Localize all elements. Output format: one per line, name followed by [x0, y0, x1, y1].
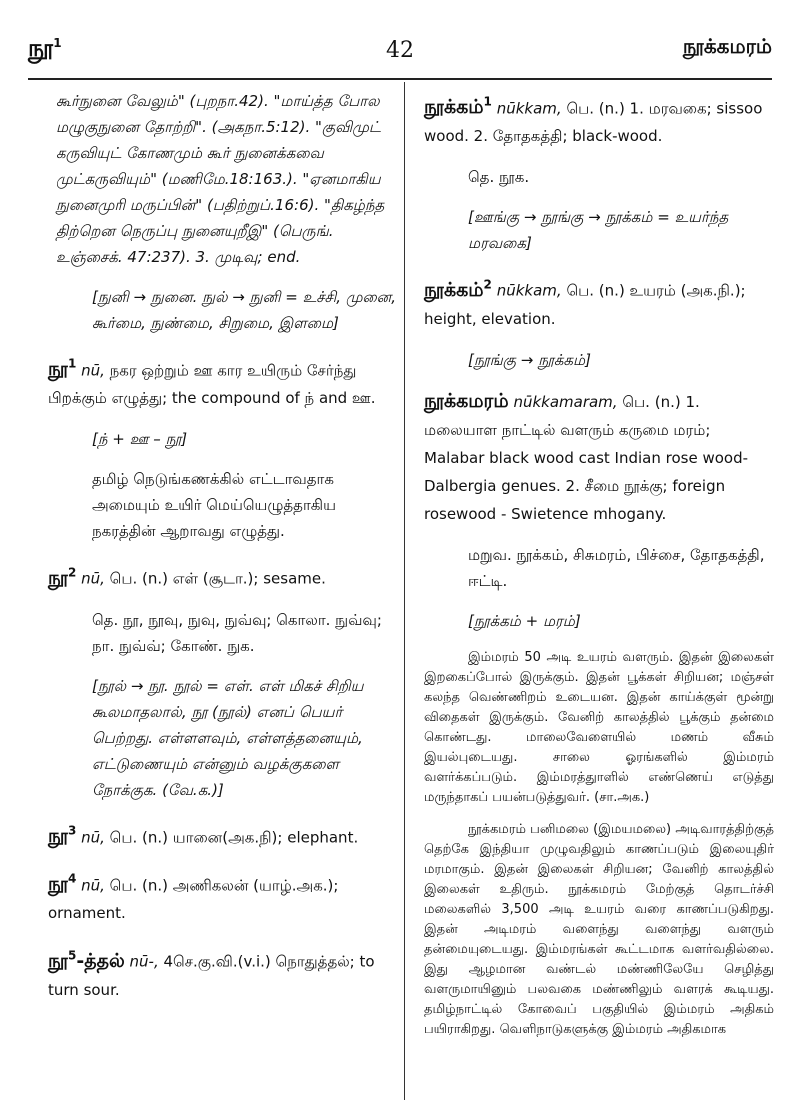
left-running-headword: நூ$^1$ [28, 34, 62, 62]
entry-nukkam-1-cognate: தெ. நூக. [468, 168, 530, 187]
entry-nukkam-1 [424, 88, 774, 150]
transliteration: nū, [81, 361, 105, 380]
entry-nu-2-etymology: [நூல் → நூ. நூல் = எள். எள் மிகச் சிறிய கூலமாதலால், நூ (நூல்) எனப் பெயர் பெற்றது. எள்ளளவும், எள்ளத்தனையும், எட்டுணையும் என்னும் வழக்குகளை நோக்குக. (வே.க.)] [92, 676, 364, 799]
headword: நூ$^1$ [48, 357, 77, 381]
entry-nukkamaram-synonyms: மறுவ. நூக்கம், சிசுமரம், பிச்சை, தோதகத்தி, ஈட்டி. [468, 545, 765, 590]
transliteration: nūkkam, [496, 99, 562, 118]
page-number: 42 [386, 38, 414, 63]
description-paragraph-1: இம்மரம் 50 அடி உயரம் வளரும். இதன் இலைகள் இறகைப்போல் இருக்கும். இதன் பூக்கள் சிறியன; மஞ்சள் கலந்த வெண்ணிறம் உடையன. இதன் காய்க்குள் மூன்று விதைகள் இருக்கும். வேனிற் காலத்தில் பூக்கும் தன்மை கொண்டது. மாலைவேளையில் மணம் வீசும் இயல்புடையது. சாலை ஓரங்களில் இம்மரம் வளர்க்கப்படும். இம்மரத்துாளில் எண்ணெய் எடுத்து மருந்தாகப் பயன்படுத்துவர். (சா.அக.) [424, 649, 774, 805]
headword: நூ$^2$ [48, 565, 77, 589]
definition: பெ. (n.) 1. மலையாள நாட்டில் வளரும் கருமை மரம்; Malabar black wood cast Indian rose wood-Dalbergia genues. 2. சீமை நூக்கு; foreign rosewood - Swietence mhogany. [424, 392, 749, 523]
continued-etymology: [நுனி → நுனை. நுல் → நுனி = உச்சி, முனை, கூர்மை, நுண்மை, சிறுமை, இளமை] [92, 288, 396, 332]
entry-nukkam-1-etymology: [ஊங்கு → நூங்கு → நூக்கம் = உயர்ந்த மரவகை] [468, 208, 729, 253]
definition: பெ. (n.) அணிகலன் (யாழ்.அக.); ornament. [48, 876, 339, 923]
definition: பெ. (n.) எள் (சூடா.); sesame. [109, 569, 326, 588]
transliteration: nū, [81, 876, 105, 895]
entry-nu-1-formula: [ந் + ஊ – நூ] [92, 430, 188, 449]
definition: பெ. (n.) 1. மரவகை; sissoo wood. 2. தோதகத்தி; black-wood. [424, 99, 763, 146]
transliteration: nūkkamaram, [513, 392, 618, 411]
headword: நூக்கம்$^2$ [424, 277, 492, 301]
definition: பெ. (n.) யானை(அக.நி); elephant. [109, 827, 359, 846]
description-paragraph-2: நூக்கமரம் பனிமலை (இமயமலை) அடிவாரத்திற்குத் தெற்கே இந்தியா முழுவதிலும் காணப்படும் இலையுதிர் மரமாகும். இதன் இலைகள் சிறியன; வேனிற் காலத்தில் இலைகள் உதிரும். நூக்கமரம் மேற்குத் தொடர்ச்சி மலைகளில் 3,500 அடி உயரம் வரை காணப்படுகிறது. இதன் அடிமரம் வளைந்து வளைந்து வளரும் தன்மையுடையது. இம்மரங்கள் கூட்டமாக வளர்வதில்லை. இது ஆழமான வண்டல் மண்ணிலேயே செழித்து வளருமாயினும் பலவகை மண்ணிலும் வளரக் கூடியது. தமிழ்நாட்டில் கோவைப் பகுதியில் இம்மரம் அதிகம் பயிராகிறது. வெளிநாடுகளுக்கு இம்மரம் அதிகமாக [424, 821, 774, 1037]
headword: நூக்கம்$^1$ [424, 95, 492, 119]
right-column [424, 88, 774, 1052]
entry-nu-1 [48, 350, 398, 412]
entry-nu-3 [48, 817, 398, 851]
transliteration: nūkkam, [496, 281, 562, 300]
header-rule [28, 78, 772, 80]
column-divider [404, 82, 405, 1100]
transliteration: nū-, [129, 952, 159, 971]
entry-nukkam-2-etymology: [நூங்கு → நூக்கம்] [468, 350, 591, 369]
transliteration: nū, [81, 569, 105, 588]
entry-nukkam-2 [424, 270, 774, 332]
headword: நூ$^4$ [48, 871, 77, 896]
entry-nu-1-note: தமிழ் நெடுங்கணக்கில் எட்டாவதாக அமையும் உயிர் மெய்யெழுத்தாகிய நகரத்தின் ஆறாவது எழுத்து. [92, 470, 336, 541]
entry-nu-5 [48, 941, 398, 1003]
headword: நூ$^3$ [48, 823, 77, 847]
entry-nu-4 [48, 865, 398, 927]
left-column [48, 88, 398, 1018]
continued-quotations: கூர்நுனை வேலும்" (புறநா.42). "மாய்த்த போல மழுகுநுனை தோற்றி". (அகநா.5:12). "குவிமுட் கருவியுட் கோணமும் கூர் நுனைக்கவை முட்கருவியும்" (மணிமே.18:163.). "ஏனமாகிய நுனைமுரி மருப்பின்" (பதிற்றுப்.16:6). "திகழ்ந்த திற்றென நெருப்பு நுனையுறீஇ" (பெருங். உஞ்சைக். 47:237). 3. முடிவு; end. [56, 92, 385, 266]
definition: நகர ஒற்றும் ஊ கார உயிரும் சேர்ந்து பிறக்கும் எழுத்து; the compound of ந் and ஊ. [48, 361, 376, 408]
page-header [28, 34, 772, 74]
entry-nukkamaram-etymology: [நூக்கம் + மரம்] [468, 611, 581, 630]
definition: 4செ.கு.வி.(v.i.) நொதுத்தல்; to turn sour. [48, 952, 375, 999]
headword: நூக்கமரம் [424, 389, 509, 412]
headword: நூ$^5$-த்தல் [48, 948, 125, 972]
entry-nu-2 [48, 558, 398, 592]
transliteration: nū, [81, 827, 105, 846]
entry-nu-2-cognates: தெ. நூ, நூவு, நுவு, நுவ்வு; கொலா. நுவ்வு; நா. நுவ்வ்; கோண். நுக. [92, 610, 382, 655]
right-running-headword: நூக்கமரம் [682, 34, 772, 58]
entry-nukkamaram [424, 387, 774, 528]
definition: பெ. (n.) உயரம் (அக.நி.); height, elevation. [424, 281, 746, 328]
